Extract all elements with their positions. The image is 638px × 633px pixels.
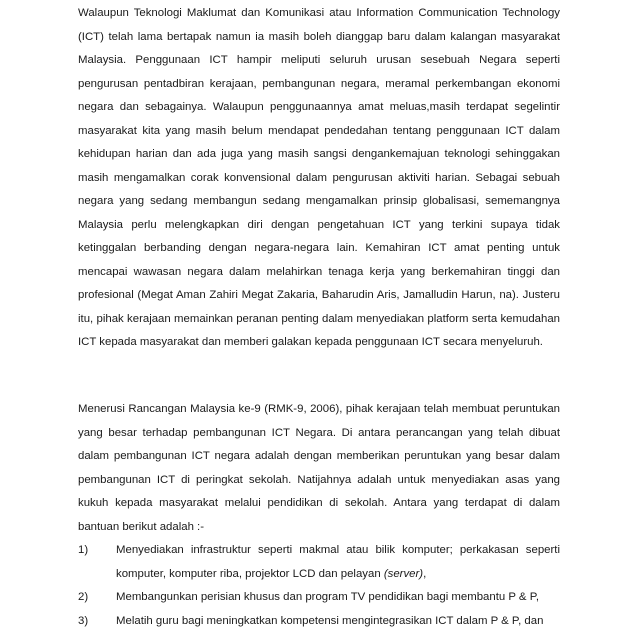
list-text: Melatih guru bagi meningkatkan kompetensi mengintegrasikan ICT dalam P & P, dan xyxy=(116,615,543,627)
body-paragraph-1: Walaupun Teknologi Maklumat dan Komunikasi atau Information Communication Technology (ICT) telah lama bertapak namun ia masih boleh dianggap baru dalam kalangan masyarakat Malaysia. Penggunaan ICT hampir meliputi seluruh urusan sesebuah Negara seperti pengurusan pentadbiran kerajaan, pembangunan negara, meramal perkembangan ekonomi negara dan sebagainya. Walaupun penggunaannya amat meluas,masih terdapat segelintir masyarakat kita yang masih belum mendapat pendedahan tentang penggunaan ICT dalam kehidupan harian dan ada juga yang masih sangsi dengankemajuan teknologi sehinggakan masih mengamalkan corak konvensional dalam pengurusan aktiviti harian. Sebagai sebuah negara yang sedang membangun sedang mengamalkan prinsip globalisasi, sememangnya Malaysia perlu melengkapkan diri dengan pengetahuan ICT yang terkini supaya tidak ketinggalan berbanding dengan negara-negara lain. Kemahiran ICT amat penting untuk mencapai wawasan negara dalam melahirkan tenaga kerja yang berkemahiran tinggi dan profesional (Megat Aman Zahiri Megat Zakaria, Baharudin Aris, Jamalludin Harun, na). Justeru itu, pihak kerajaan memainkan peranan penting dalam menyediakan platform serta kemudahan ICT kepada masyarakat dan memberi galakan kepada penggunaan ICT secara menyeluruh. xyxy=(78,2,560,355)
list-item-3 xyxy=(78,610,560,633)
list-text-suffix: , xyxy=(423,568,426,580)
body-paragraph-2: Menerusi Rancangan Malaysia ke-9 (RMK-9, 2006), pihak kerajaan telah membuat peruntukan yang besar terhadap pembangunan ICT Negara. Di antara perancangan yang telah dibuat dalam pembangunan ICT negara adalah dengan memberikan peruntukan yang besar dalam pembangunan ICT di peringkat sekolah. Natijahnya adalah untuk menyediakan asas yang kukuh kepada masyarakat melalui pendidikan di sekolah. Antara yang terdapat di dalam bantuan berikut adalah :- xyxy=(78,398,560,539)
list-text: Membangunkan perisian khusus dan program TV pendidikan bagi membantu P & P, xyxy=(116,591,539,603)
list-item-1 xyxy=(78,539,560,586)
list-text-italic: (server) xyxy=(384,568,423,580)
numbered-list xyxy=(78,539,560,633)
list-text xyxy=(116,544,560,580)
list-item-2 xyxy=(78,586,560,610)
list-number: 2) xyxy=(78,586,88,610)
list-number: 1) xyxy=(78,539,88,563)
list-number: 3) xyxy=(78,610,88,633)
list-text-main: Menyediakan infrastruktur seperti makmal atau bilik komputer; perkakasan seperti komputer, komputer riba, projektor LCD dan pelayan xyxy=(116,544,560,580)
